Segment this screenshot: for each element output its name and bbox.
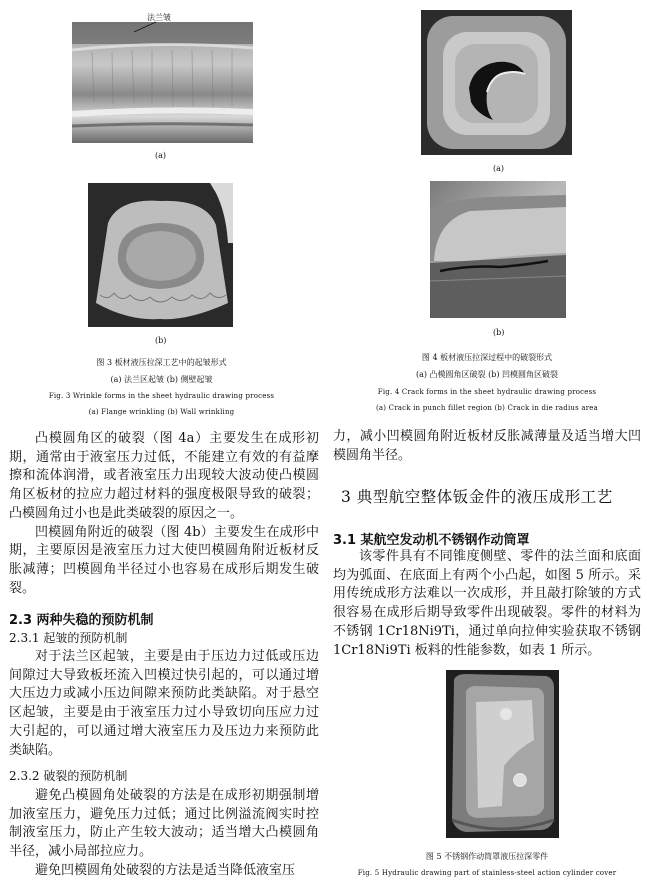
fig5-caption-cn: 图 5 不锈钢作动筒罩液压拉深零件 (425, 852, 549, 861)
left-body-text-2 (9, 648, 319, 760)
fig3-caption-cn-sub: (a) 法兰区起皱 (b) 侧壁起皱 (110, 375, 213, 384)
fig4-caption-cn-sub: (a) 凸模圆角区破裂 (b) 凹模圆角区破裂 (415, 370, 558, 379)
fig4-caption-en: Fig. 4 Crack forms in the sheet hydraulic drawing process (377, 388, 597, 396)
flange-wrinkle-label: 法兰皱 (147, 13, 171, 22)
fig3a-photo (72, 22, 253, 143)
fig3-sub-a: (a) (155, 151, 167, 160)
section-3-1-heading: 3.1 某航空发动机不锈钢作动筒罩 (333, 533, 530, 548)
left-paragraph-1: 凸模圆角区的破裂（图 4a）主要发生在成形初期，通常由于液室压力过低，不能建立有效的有益摩擦和流体润滑，或者液室压力出现较大波动使凸模圆角区板材的拉应力超过材料的强度极限导致的破裂；凸模圆角过小也是此类破裂的原因之一。 (9, 431, 319, 521)
section-2-3-2-heading: 2.3.2 破裂的预防机制 (9, 769, 128, 783)
fig5-caption-en: Fig. 5 Hydraulic drawing part of stainless-steel action cylinder cover (357, 869, 617, 877)
left-paragraph-3: 对于法兰区起皱，主要是由于压边力过低或压边间隙过大导致板坯流入凹模过快引起的，可以通过增大压边力或减小压边间隙来预防此类缺陷。对于悬空区起皱，主要是由于液室压力过小导致切向压应力过大引起的，可以通过增大液室压力及压边力来预防此类缺陷。 (9, 649, 319, 758)
fig3-caption-en-sub: (a) Flange wrinkling (b) Wall wrinkling (88, 408, 235, 416)
left-paragraph-4: 避免凸模圆角处破裂的方法是在成形初期强制增加液室压力，避免压力过低；通过比例溢流阀实时控制液室压力，防止产生较大波动；适当增大凸模圆角半径，减小局部拉应力。 (9, 788, 319, 860)
fig4-sub-b: (b) (493, 328, 505, 337)
section-2-3-heading: 2.3 两种失稳的预防机制 (9, 613, 154, 628)
fig4b-photo (430, 181, 566, 318)
label-pointer-line (130, 20, 160, 34)
right-body-text-2 (333, 548, 641, 660)
fig3b-photo (88, 183, 233, 327)
left-paragraph-5: 避免凹模圆角处破裂的方法是适当降低液室压 (35, 862, 296, 878)
fig4-caption-en-sub: (a) Crack in punch fillet region (b) Crack in die radius area (376, 404, 598, 412)
section-3-heading: 3 典型航空整体钣金件的液压成形工艺 (341, 488, 613, 506)
section-2-3-1-heading: 2.3.1 起皱的预防机制 (9, 631, 128, 645)
fig3-sub-b: (b) (155, 336, 167, 345)
right-body-text-1 (333, 428, 641, 465)
fig5-photo (446, 670, 559, 838)
right-paragraph-2: 该零件具有不同锥度侧壁、零件的法兰面和底面均为弧面、在底面上有两个小凸起，如图 5 所示。采用传统成形方法难以一次成形，并且敲打除皱的方式很容易在成形后期导致零件出现破裂。零件的材料为不锈钢 1Cr18Ni9Ti，通过单向拉伸实验获取不锈钢 1Cr18Ni9Ti 板料的性能参数，如表 1 所示。 (333, 549, 641, 658)
fig3-caption-en: Fig. 3 Wrinkle forms in the sheet hydraulic drawing process (48, 392, 275, 400)
right-paragraph-1: 力，减小凹模圆角附近板材反胀减薄量及适当增大凹模圆角半径。 (333, 429, 641, 463)
fig4-sub-a: (a) (493, 164, 505, 173)
fig4a-photo (421, 10, 572, 155)
left-body-text (9, 430, 319, 598)
fig4-caption-cn: 图 4 板材液压拉深过程中的破裂形式 (421, 353, 553, 362)
left-paragraph-2: 凹模圆角附近的破裂（图 4b）主要发生在成形中期，主要原因是液室压力过大使凹模圆角附近板材反胀减薄；凹模圆角半径过小也容易在成形后期发生破裂。 (9, 524, 319, 596)
left-body-text-3 (9, 787, 319, 881)
fig3-caption-cn: 图 3 板材液压拉深工艺中的起皱形式 (96, 358, 227, 367)
